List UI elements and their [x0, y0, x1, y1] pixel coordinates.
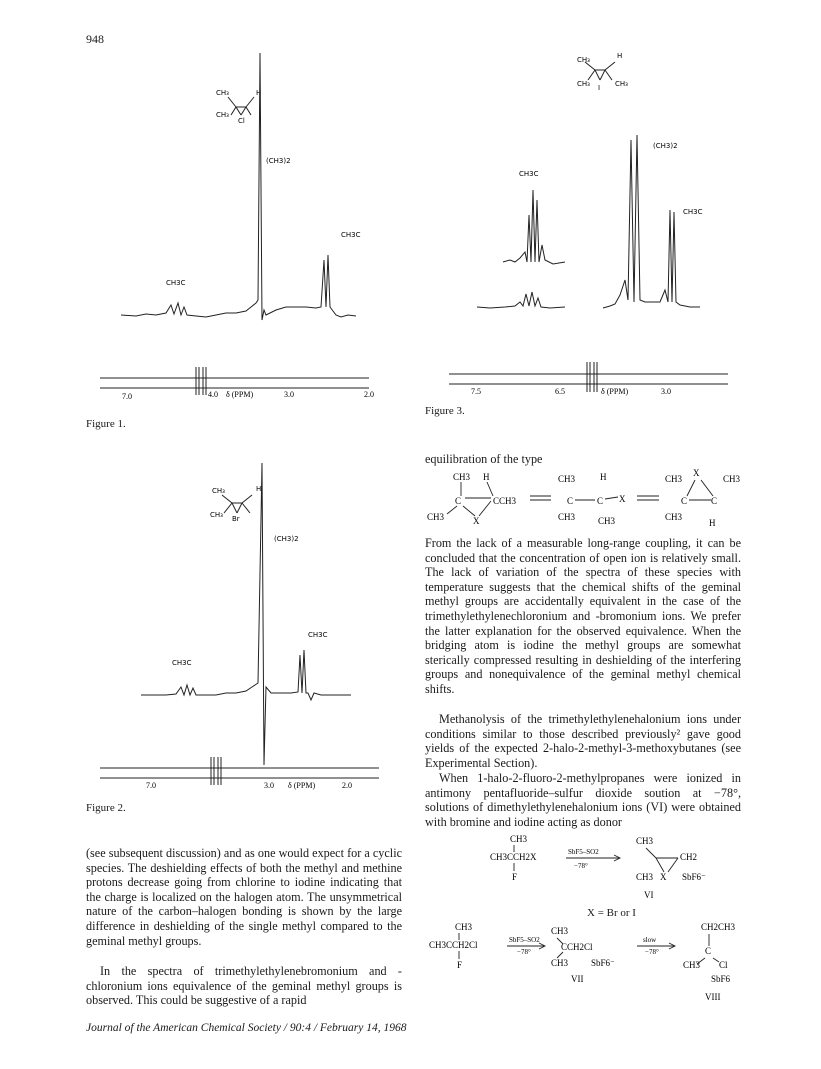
figure-3-tick-65: 6.5: [555, 387, 565, 396]
r1-reagent: SbF5–SO2: [568, 848, 599, 856]
eq-c-c1: C: [681, 496, 688, 506]
figure-1-h-label: H: [256, 89, 262, 97]
figure-2-ch3-label-b: CH₃: [210, 511, 223, 519]
r2-label-viii: VIII: [705, 992, 721, 1000]
figure-1-tick-20: 2.0: [364, 390, 374, 399]
figure-3-trace-high: [603, 135, 700, 308]
r2-temp: −78°: [517, 948, 531, 956]
figure-1-ch3-label-a: CH₃: [216, 89, 229, 97]
r1-product-anion: SbF6⁻: [682, 872, 706, 882]
r2-product-c: C: [705, 946, 712, 956]
figure-1-label-ch3c-left: CH3C: [166, 279, 186, 287]
right-para-intro: equilibration of the type: [425, 452, 543, 466]
reaction-scheme-1: [480, 832, 740, 910]
eq-a-cch3: CCH3: [493, 496, 517, 506]
figure-1-spectrum: [86, 45, 396, 415]
figure-2-label-ch3c-right: CH3C: [308, 631, 328, 639]
right-para-1: From the lack of a measurable long-range coupling, it can be concluded that the concentration of open ion is relatively small. The lack of variation of the spectra of these species with temperature suggests that the chemical shifts of the geminal methyl groups are accidentally equivalent in the case of the trimethylethylenechloronium and -bromonium ions. We prefer the latter explanation for the observed equivalence. When the bridging atom is iodine the methyl groups are somewhat sterically compressed resulting in deshielding of the interfering groups and nonequivalence of the geminal methyl chemical shifts.: [425, 536, 741, 696]
figure-3-label-ch3c-left: CH3C: [519, 170, 539, 178]
r1-product-x: X: [660, 872, 667, 882]
eq-b-ch3-bottom: CH3: [558, 512, 576, 522]
r2-reactant-ch3: CH3: [455, 922, 473, 932]
r1-product-ch2: CH2: [680, 852, 698, 862]
reaction-scheme-2: [425, 920, 745, 1000]
eq-b-ch3-top: CH3: [558, 474, 576, 484]
eq-c-h: H: [709, 518, 716, 528]
figure-2-structure: [222, 495, 252, 513]
figure-3-caption: Figure 3.: [425, 405, 465, 417]
r2-reactant-f: F: [457, 960, 463, 970]
figure-1-tick-40: 4.0: [208, 390, 218, 399]
eq-b-c1: C: [567, 496, 574, 506]
figure-3-label-ch3-2: (CH3)2: [653, 142, 678, 150]
figure-3-tick-75: 7.5: [471, 387, 481, 396]
figure-1-structure: [228, 97, 254, 115]
figure-3-axis-label: δ (PPM): [601, 387, 629, 396]
figure-1-tick-30: 3.0: [284, 390, 294, 399]
figure-1-label-ch3c-right: CH3C: [341, 231, 361, 239]
eq-b-c2: C: [597, 496, 604, 506]
r2-reactant-chain: CH3CCH2Cl: [429, 940, 478, 950]
right-para-3: When 1-halo-2-fluoro-2-methylpropanes were ionized in antimony pentafluoride–sulfur dioxide soution at −78°, solutions of dimethylethylenehalonium ions (VI) were obtained with bromine and iodine acting as donor: [425, 771, 741, 829]
figure-2-tick-30: 3.0: [264, 781, 274, 790]
r2-product-anion: SbF6: [711, 974, 731, 984]
r1-reactant-f: F: [512, 872, 518, 882]
figure-3-tick-30: 3.0: [661, 387, 671, 396]
figure-1-caption: Figure 1.: [86, 418, 126, 430]
figure-1-tick-70: 7.0: [122, 392, 132, 401]
r2-label-vii: VII: [571, 974, 584, 984]
figure-2-caption: Figure 2.: [86, 802, 126, 814]
figure-2-spectrum: [86, 455, 396, 805]
figure-3-structure: [585, 62, 615, 80]
r2-inter-ch3-bottom: CH3: [551, 958, 569, 968]
figure-2-axis-label: δ (PPM): [288, 781, 316, 790]
figure-2-br-label: Br: [232, 515, 240, 523]
eq-c-ch3-bottom: CH3: [665, 512, 683, 522]
right-para-2: Methanolysis of the trimethylethylenehalonium ions under conditions similar to those described previously² gave good yields of the expected 2-halo-2-methyl-3-methoxybutanes (see Experimental Section).: [425, 712, 741, 770]
eq-b-ch3-right: CH3: [598, 516, 616, 526]
eq-a-ch3-top: CH3: [453, 472, 471, 482]
r1-temp: −78°: [574, 862, 588, 870]
figure-1-trace: [121, 53, 356, 320]
left-para-1: (see subsequent discussion) and as one would expect for a cyclic species. The deshielding effects of both the methyl and methine protons decrease going from chlorine to iodine indicating that the charge is localized on the halogen atom. The unsymmetrical nature of the carbon–halogen bonding is shown by the large difference in deshielding of the single methyl compared to the geminal methyl groups.: [86, 846, 402, 948]
r2-product-cl: Cl: [719, 960, 728, 970]
r2-inter-ch3-top: CH3: [551, 926, 569, 936]
figure-3-ch3-label-b: CH₃: [577, 80, 590, 88]
figure-2-label-ch3c-left: CH3C: [172, 659, 192, 667]
r1-product-ch3-top: CH3: [636, 836, 654, 846]
r2-inter-chain: CCH2Cl: [561, 942, 593, 952]
eq-a-x: X: [473, 516, 480, 526]
figure-2-label-ch3-2: (CH3)2: [274, 535, 299, 543]
figure-1-ch3-label-b: CH₃: [216, 111, 229, 119]
r2-temp2: −78°: [645, 948, 659, 956]
figure-1-cl-label: Cl: [238, 117, 245, 125]
figure-2-axis: [100, 757, 379, 785]
r2-slow: slow: [643, 936, 657, 944]
figure-3-h-label: H: [617, 52, 623, 60]
figure-3-label-ch3c-right: CH3C: [683, 208, 703, 216]
eq-c-ch3-right: CH3: [723, 474, 741, 484]
r1-product-ch3-bottom: CH3: [636, 872, 654, 882]
r1-label-vi: VI: [644, 890, 654, 900]
eq-b-h: H: [600, 472, 607, 482]
r2-product-ch3: CH3: [683, 960, 701, 970]
r2-inter-anion: SbF6⁻: [591, 958, 615, 968]
eq-c-ch3-top: CH3: [665, 474, 683, 484]
figure-3-i-label: I: [598, 84, 601, 92]
r2-reagent: SbF5–SO2: [509, 936, 540, 944]
figure-2-ch3-label-a: CH₃: [212, 487, 225, 495]
left-para-2: In the spectra of trimethylethylenebromonium and -chloronium ions equivalence of the geminal methyl groups is observed. This could be suggestive of a rapid: [86, 964, 402, 1008]
figure-1-axis-label: δ (PPM): [226, 390, 254, 399]
figure-2-tick-70: 7.0: [146, 781, 156, 790]
page-number: 948: [86, 32, 104, 46]
eq-c-c2: C: [711, 496, 718, 506]
equilibrium-scheme: [425, 468, 741, 530]
eq-b-x: X: [619, 494, 626, 504]
figure-3-ch3-label-c: CH₃: [615, 80, 628, 88]
figure-3-axis: [449, 362, 728, 392]
r2-product-ethyl: CH2CH3: [701, 922, 736, 932]
eq-a-ch3-left: CH3: [427, 512, 445, 522]
r1-reactant-ch3: CH3: [510, 834, 528, 844]
eq-a-c: C: [455, 496, 462, 506]
figure-3-trace-low: [477, 292, 565, 308]
figure-1-label-ch3-2: (CH3)2: [266, 157, 291, 165]
eq-c-x: X: [693, 468, 700, 478]
figure-2-h-label: H: [256, 485, 262, 493]
figure-3-spectrum: [425, 40, 755, 410]
eq-a-h: H: [483, 472, 490, 482]
r1-reactant-chain: CH3CCH2X: [490, 852, 537, 862]
reaction-1-note: X = Br or I: [587, 907, 636, 919]
figure-3-ch3-label-a: CH₃: [577, 56, 590, 64]
figure-3-trace-expanded: [503, 190, 565, 264]
journal-footer: Journal of the American Chemical Society / 90:4 / February 14, 1968: [86, 1022, 407, 1034]
figure-2-tick-20: 2.0: [342, 781, 352, 790]
